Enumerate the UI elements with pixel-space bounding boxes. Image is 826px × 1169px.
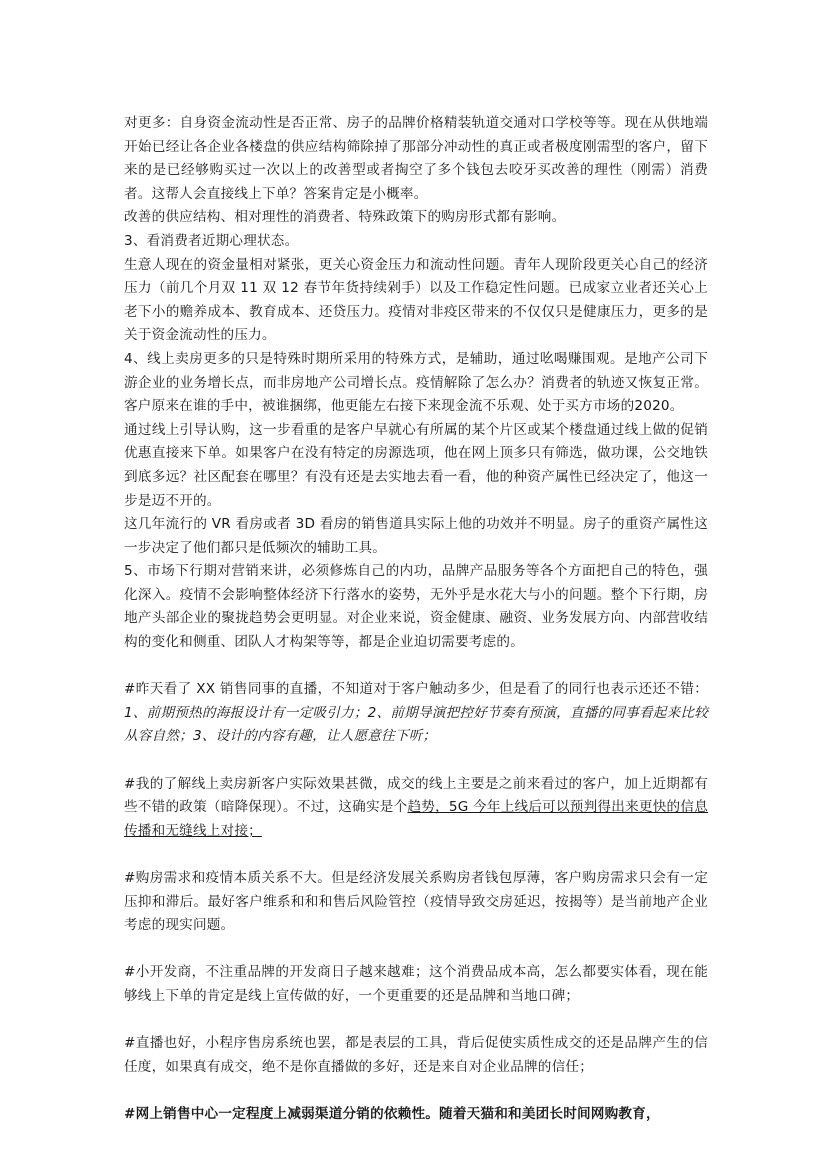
- paragraph: 这几年流行的 VR 看房或者 3D 看房的销售道具实际上他的功效并不明显。房子的重资产属性这一步决定了他们都只是低频次的辅助工具。: [124, 516, 708, 556]
- paragraph: 改善的供应结构、相对理性的消费者、特殊政策下的购房形式都有影响。: [124, 209, 566, 226]
- comment-underlined-text: 趋势，5G 今年上线后可以预判得出来更快的信息传播和无缝线上对接；: [124, 799, 708, 839]
- comment-paragraph: [124, 678, 708, 749]
- section-heading: 3、看消费者近期心理状态。: [124, 232, 299, 249]
- comment-paragraph: [124, 773, 708, 844]
- paragraph: 4、线上卖房更多的只是特殊时期所采用的特殊方式，是辅助，通过吆喝赚围观。是地产公司下游企业的业务增长点，而非房地产公司增长点。疫情解除了怎么办？消费者的轨迹又恢复正常。客户原来在谁的手中，被谁捆绑，他更能左右接下来现金流不乐观、处于买方市场的2020。: [124, 350, 708, 415]
- comment-text: #我的了解线上卖房新客户实际效果甚微，成交的线上主要是之前来看过的客户，加上近期都有些不错的政策（暗降保现）。不过，这确实是个: [124, 775, 708, 816]
- comment-text: #昨天看了 XX 销售同事的直播，不知道对于客户触动多少，但是看了的同行也表示还还不错：: [124, 681, 708, 698]
- comment-paragraph: #购房需求和疫情本质关系不大。但是经济发展关系购房者钱包厚薄，客户购房需求只会有一定压抑和滞后。最好客户维系和和和售后风险管控（疫情导致交房延迟，按揭等）是当前地产企业考虑的现实问题。: [124, 870, 708, 934]
- document-body: [124, 112, 708, 1127]
- comment-paragraph: #小开发商，不注重品牌的开发商日子越来越难；这个消费品成本高，怎么都要实体看，现在能够线上下单的肯定是线上宣传做的好，一个更重要的还是品牌和当地口碑；: [124, 964, 708, 1004]
- paragraph: 对更多：自身资金流动性是否正常、房子的品牌价格精装轨道交通对口学校等等。现在从供地端开始已经让各企业各楼盘的供应结构筛除掉了那部分冲动性的真正或者极度刚需型的客户，留下来的是已经够购买过一次以上的改善型或者掏空了多个钱包去咬牙买改善的理性（刚需）消费者。这帮人会直接线上下单？答案肯定是小概率。: [124, 115, 708, 202]
- comment-paragraph: #直播也好，小程序售房系统也罢，都是表层的工具，背后促使实质性成交的还是品牌产生的信任度，如果真有成交，绝不是你直播做的多好，还是来自对企业品牌的信任；: [124, 1035, 708, 1075]
- paragraph: 生意人现在的资金量相对紧张，更关心资金压力和流动性问题。青年人现阶段更关心自己的经济压力（前几个月双 11 双 12 春节年货持续剁手）以及工作稳定性问题。已成家立业者还关心上老下小的赡养成本、教育成本、还贷压力。疫情对非疫区带来的不仅仅只是健康压力，更多的是关于资金流动性的压力。: [124, 256, 708, 344]
- paragraph: 通过线上引导认购，这一步看重的是客户早就心有所属的某个片区或某个楼盘通过线上做的促销优惠直接来下单。如果客户在没有特定的房源选项，他在网上顶多只有筛选，做功课，公交地铁到底多远？社区配套在哪里？有没有还是去实地去看一看，他的种资产属性已经决定了，他这一步是迈不开的。: [124, 421, 708, 509]
- comment-italic-text: 1、前期预热的海报设计有一定吸引力；2、前期导演把控好节奏有预演，直播的同事看起来比较从容自然；3、设计的内容有趣，让人愿意往下听；: [124, 704, 708, 745]
- comment-paragraph-bold: #网上销售中心一定程度上减弱渠道分销的依赖性。随着天猫和和美团长时间网购教育，: [124, 1105, 660, 1122]
- paragraph: 5、市场下行期对营销来讲，必须修炼自己的内功，品牌产品服务等各个方面把自己的特色，强化深入。疫情不会影响整体经济下行落水的姿势，无外乎是水花大与小的问题。整个下行期，房地产头部企业的聚拢趋势会更明显。对企业来说，资金健康、融资、业务发展方向、内部营收结构的变化和侧重、团队人才构架等等，都是企业迫切需要考虑的。: [124, 563, 708, 651]
